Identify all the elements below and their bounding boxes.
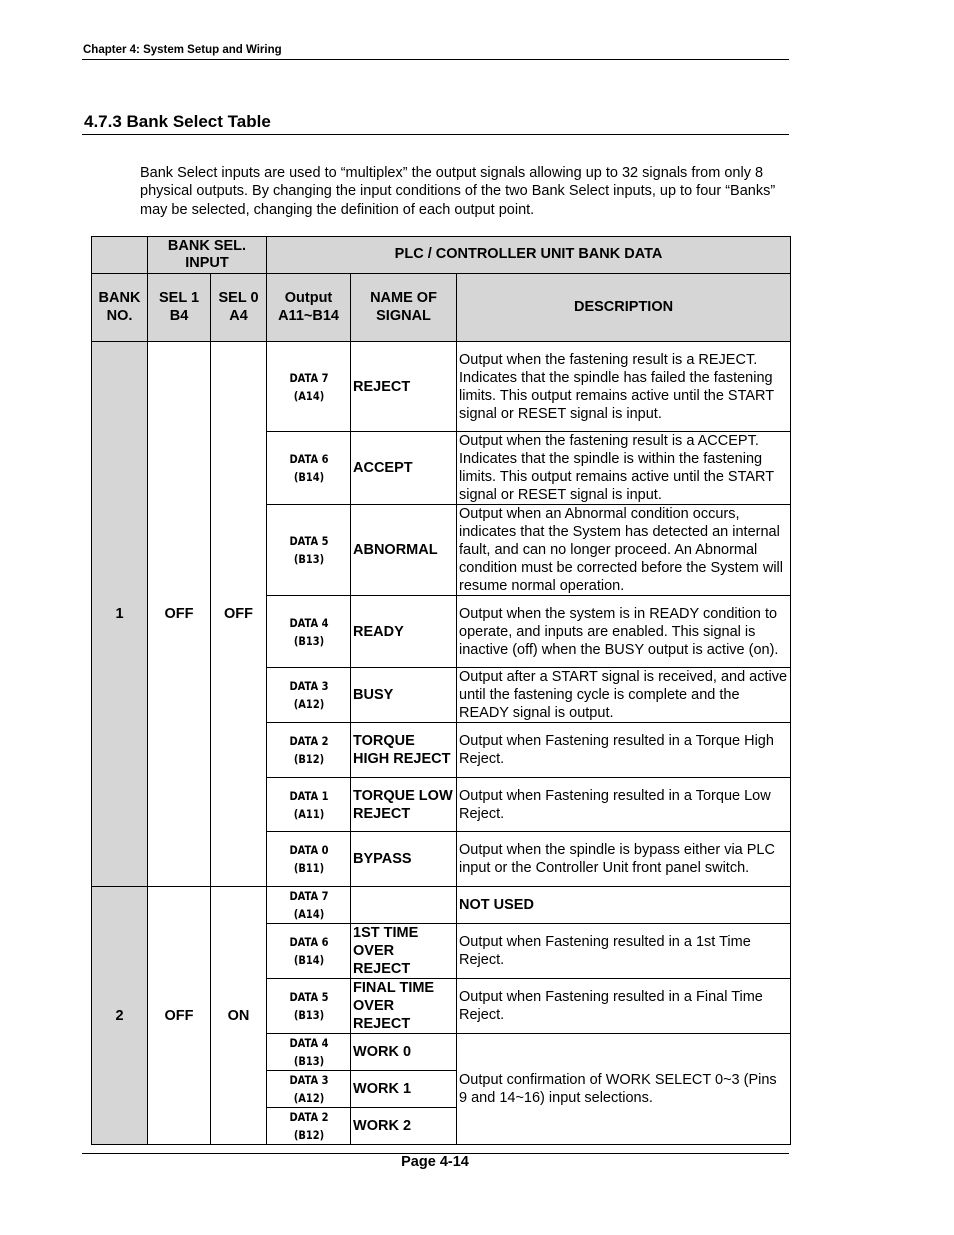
header-rule	[82, 59, 789, 60]
col-header-description: DESCRIPTION	[457, 274, 791, 342]
description-cell: Output when an Abnormal condition occurs, indicates that the System has detected an internal fault, and can no longer proceed. An Abnormal condition must be corrected before the System will resume normal operation.	[457, 505, 791, 596]
description-cell: Output when the spindle is bypass either via PLC input or the Controller Unit front panel switch.	[457, 832, 791, 887]
output-data-label: DATA 2	[288, 1110, 329, 1124]
output-cell	[272, 924, 344, 979]
bank-sel-group-header: BANK SEL. INPUT	[148, 237, 267, 274]
description-cell: Output when the fastening result is a REJECT. Indicates that the spindle has failed the fastening limits. This output remains active until the START signal or RESET signal is input.	[457, 342, 791, 432]
description-cell: Output when Fastening resulted in a Torque Low Reject.	[457, 778, 791, 832]
description-cell: Output when the system is in READY condition to operate, and inputs are enabled. This signal is inactive (off) when the BUSY output is active (on).	[457, 596, 791, 668]
output-pin-label: (B13)	[293, 633, 324, 648]
header-corner-cell	[92, 237, 148, 274]
output-cell	[272, 832, 344, 887]
output-data-label: DATA 7	[288, 889, 329, 903]
signal-name-cell: TORQUE LOW REJECT	[351, 778, 457, 832]
running-header: Chapter 4: System Setup and Wiring	[83, 44, 282, 56]
output-data-label: DATA 6	[288, 935, 329, 949]
description-cell: Output when Fastening resulted in a 1st Time Reject.	[457, 924, 791, 979]
table-row	[92, 342, 791, 432]
bank-select-table	[91, 236, 791, 1145]
bank-number-cell: 2	[92, 887, 148, 1145]
output-data-label: DATA 7	[288, 370, 329, 385]
output-pin-label: (A14)	[293, 388, 324, 403]
col-header-sel1: SEL 1 B4	[148, 274, 211, 342]
output-cell	[272, 342, 344, 432]
signal-name-cell: REJECT	[351, 342, 457, 432]
output-data-label: DATA 4	[288, 1036, 329, 1050]
output-data-label: DATA 2	[288, 734, 329, 748]
output-data-label: DATA 5	[288, 990, 329, 1004]
output-pin-label: (B12)	[293, 752, 324, 766]
sel0-cell: ON	[211, 887, 267, 1145]
output-data-label: DATA 1	[288, 788, 329, 803]
output-pin-label: (B11)	[293, 861, 324, 875]
description-cell: Output when the fastening result is a ACCEPT. Indicates that the spindle is within the fastening limits. This output remains active until the START signal or RESET signal is input.	[457, 432, 791, 505]
output-data-label: DATA 6	[288, 452, 329, 466]
output-pin-label: (B14)	[293, 470, 324, 484]
sel1-cell: OFF	[148, 887, 211, 1145]
output-cell	[272, 887, 344, 924]
work-description-cell: Output confirmation of WORK SELECT 0~3 (Pins 9 and 14~16) input selections.	[457, 1034, 791, 1145]
description-cell: Output when Fastening resulted in a Final Time Reject.	[457, 979, 791, 1034]
description-cell: NOT USED	[457, 887, 791, 924]
output-cell	[272, 979, 344, 1034]
output-pin-label: (B13)	[293, 552, 324, 566]
table-row	[92, 887, 791, 924]
section-title: 4.7.3 Bank Select Table	[84, 112, 271, 131]
output-pin-label: (B14)	[293, 953, 324, 967]
signal-name-cell: TORQUE HIGH REJECT	[351, 723, 457, 778]
signal-name-cell: WORK 2	[351, 1108, 457, 1145]
output-pin-label: (A12)	[293, 1091, 324, 1105]
output-pin-label: (B13)	[293, 1054, 324, 1068]
col-header-sel0: SEL 0 A4	[211, 274, 267, 342]
output-pin-label: (B12)	[293, 1128, 324, 1142]
output-pin-label: (A12)	[293, 697, 324, 711]
output-cell	[272, 1071, 344, 1108]
output-cell	[272, 596, 344, 668]
output-pin-label: (A11)	[293, 806, 324, 821]
signal-name-cell: ABNORMAL	[351, 505, 457, 596]
col-header-signal-name: NAME OF SIGNAL	[351, 274, 457, 342]
signal-name-cell	[351, 887, 457, 924]
output-cell	[272, 1034, 344, 1071]
output-data-label: DATA 3	[288, 1073, 329, 1087]
signal-name-cell: WORK 0	[351, 1034, 457, 1071]
signal-name-cell: FINAL TIME OVER REJECT	[351, 979, 457, 1034]
description-cell: Output after a START signal is received, and active until the fastening cycle is complete and the READY signal is output.	[457, 668, 791, 723]
signal-name-cell: ACCEPT	[351, 432, 457, 505]
signal-name-cell: 1ST TIME OVER REJECT	[351, 924, 457, 979]
plc-group-header: PLC / CONTROLLER UNIT BANK DATA	[267, 237, 791, 274]
description-cell: Output when Fastening resulted in a Torque High Reject.	[457, 723, 791, 778]
col-header-bank-no: BANK NO.	[92, 274, 148, 342]
section-rule	[82, 134, 789, 135]
sel0-cell: OFF	[211, 342, 267, 887]
intro-paragraph: Bank Select inputs are used to “multiplex” the output signals allowing up to 32 signals from only 8 physical outputs. By changing the input conditions of the two Bank Select inputs, up to four “Banks” may be selected, changing the definition of each output point.	[140, 165, 776, 218]
signal-name-cell: BYPASS	[351, 832, 457, 887]
output-cell	[272, 1108, 344, 1145]
col-header-output: Output A11~B14	[267, 274, 351, 342]
output-pin-label: (A14)	[293, 907, 324, 921]
signal-name-cell: READY	[351, 596, 457, 668]
output-data-label: DATA 5	[288, 534, 329, 548]
output-data-label: DATA 4	[288, 615, 329, 630]
signal-name-cell: WORK 1	[351, 1071, 457, 1108]
bank-number-cell: 1	[92, 342, 148, 887]
output-data-label: DATA 0	[288, 843, 329, 857]
sel1-cell: OFF	[148, 342, 211, 887]
output-cell	[272, 432, 344, 505]
bank-rows	[92, 342, 791, 1145]
output-data-label: DATA 3	[288, 679, 329, 693]
output-cell	[272, 723, 344, 778]
output-pin-label: (B13)	[293, 1008, 324, 1022]
page-number: Page 4-14	[401, 1154, 469, 1170]
output-cell	[272, 778, 344, 832]
output-cell	[272, 668, 344, 723]
output-cell	[272, 505, 344, 596]
signal-name-cell: BUSY	[351, 668, 457, 723]
